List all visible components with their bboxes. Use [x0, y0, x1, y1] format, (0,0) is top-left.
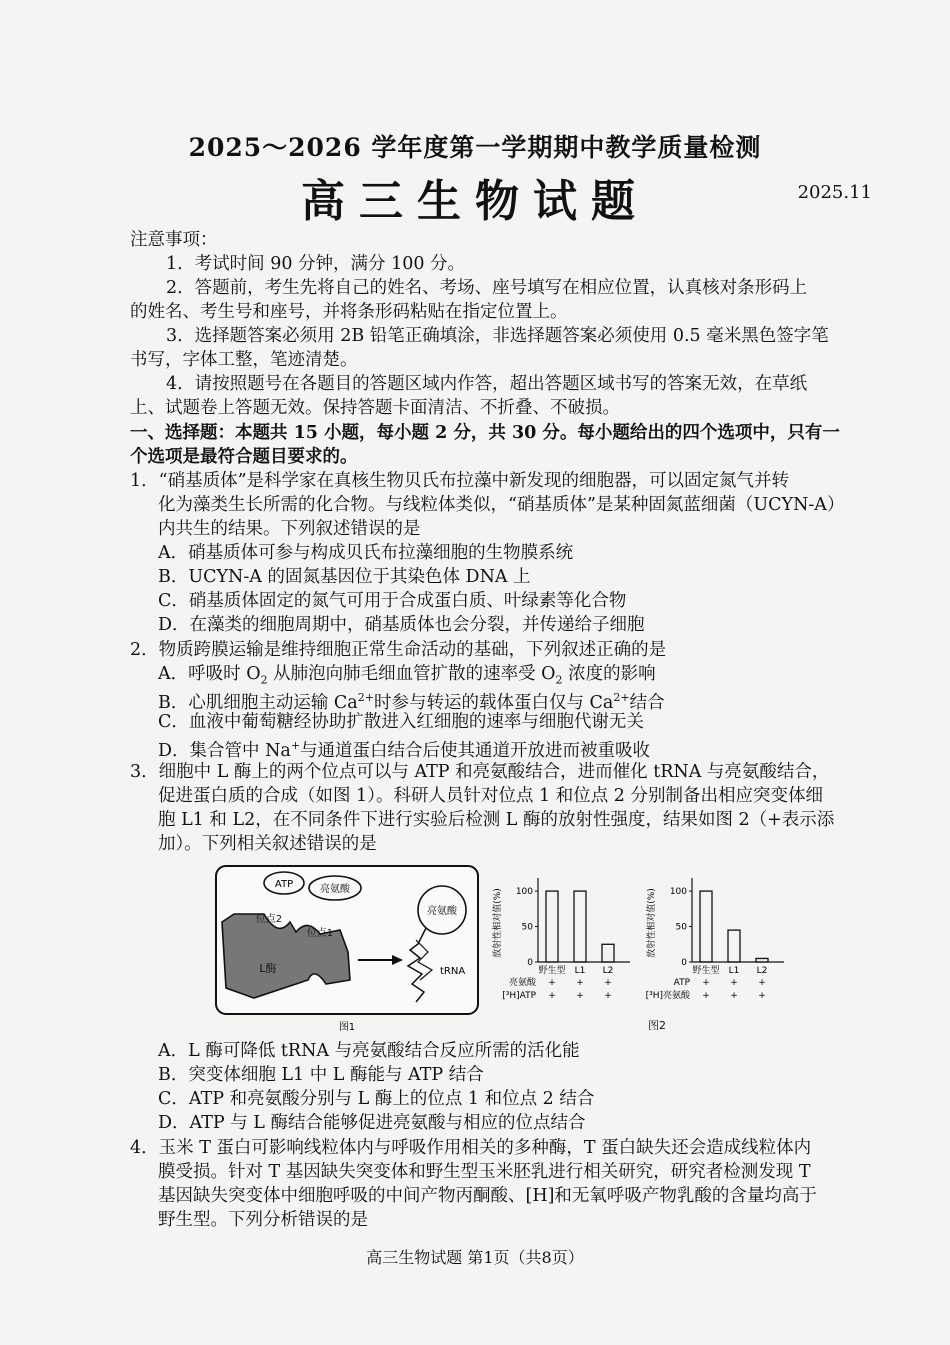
bar-L1: [728, 930, 740, 962]
exam-date: 2025.11: [797, 182, 872, 203]
figure-1-caption: 图1: [338, 1022, 356, 1033]
q3-option-a: A．L 酶可降低 tRNA 与亮氨酸结合反应所需的活化能: [158, 1041, 580, 1061]
category-label: L2: [602, 966, 614, 976]
q3-stem-4: 加）。下列相关叙述错误的是: [158, 834, 377, 854]
row-mark: +: [604, 978, 612, 988]
bar-L1: [574, 891, 586, 962]
row-label: [³H]ATP: [502, 991, 536, 1001]
atp-label: ATP: [274, 879, 294, 890]
row-mark: +: [604, 991, 612, 1001]
exam-subtitle: 高三生物试题: [301, 176, 649, 227]
enzyme-label: L酶: [259, 962, 277, 975]
site2-label: 位点2: [255, 914, 283, 925]
q3-stem-3: 胞 L1 和 L2，在不同条件下进行实验后检测 L 酶的放射性强度，结果如图 2（+表示添: [158, 810, 835, 830]
trna-label: tRNA: [440, 966, 466, 977]
leucine-label: 亮氨酸: [320, 884, 350, 895]
row-mark: +: [730, 991, 738, 1001]
q2-option-b: B．心肌细胞主动运输 $Ca^{2+}$时参与转运的载体蛋白仅与 $Ca^{2+}$结合: [158, 691, 665, 713]
row-mark: +: [758, 978, 766, 988]
note-2a: 2．答题前，考生先将自己的姓名、考场、座号填写在相应位置，认真核对条形码上: [166, 278, 808, 298]
note-1: 1．考试时间 90 分钟，满分 100 分。: [166, 254, 466, 274]
q1-stem-2: 化为藻类生长所需的化合物。与线粒体类似，“硝基质体”是某种固氮蓝细菌（UCYN-A）: [158, 495, 845, 515]
note-2b: 的姓名、考生号和座号，并将条形码粘贴在指定位置上。: [130, 302, 568, 322]
notes-heading: 注意事项：: [130, 230, 218, 250]
q2-option-d: D．集合管中 Na+与通道蛋白结合后使其通道开放进而被重吸收: [158, 739, 651, 761]
q1-stem-3: 内共生的结果。下列叙述错误的是: [158, 519, 421, 539]
y-axis-label: 放射性相对值(%): [647, 888, 657, 958]
category-label: 野生型: [692, 966, 720, 976]
q1-option-d: D．在藻类的细胞周期中，硝基质体也会分裂，并传递给子细胞: [158, 615, 645, 635]
q2-option-a: A．呼吸时 $O_2$ 从肺泡向肺毛细血管扩散的速率受 $O_2$ 浓度的影响: [158, 664, 656, 687]
y-axis-label: 放射性相对值(%): [493, 888, 503, 958]
y-tick-label: 0: [527, 958, 533, 968]
q3-option-d: D．ATP 与 L 酶结合能够促进亮氨酸与相应的位点结合: [158, 1113, 586, 1133]
note-3b: 书写，字体工整，笔迹清楚。: [130, 350, 358, 370]
row-mark: +: [548, 978, 556, 988]
figure-1: [212, 862, 482, 1037]
row-mark: +: [702, 978, 710, 988]
y-tick-label: 50: [675, 922, 687, 933]
category-label: L1: [728, 966, 740, 976]
q2-option-c: C．血液中葡萄糖经协助扩散进入红细胞的速率与细胞代谢无关: [158, 712, 644, 732]
page-footer: 高三生物试题 第1页（共8页）: [366, 1248, 584, 1267]
bar-野生型: [700, 891, 712, 962]
exam-title: 2025～2026 学年度第一学期期中教学质量检测: [188, 133, 762, 162]
figure-2-caption: 图2: [648, 1019, 666, 1032]
figure-2-chart-left: [486, 870, 636, 1010]
y-tick-label: 100: [515, 887, 533, 898]
y-tick-label: 50: [521, 922, 533, 933]
row-mark: +: [730, 978, 738, 988]
q1-option-c: C．硝基质体固定的氮气可用于合成蛋白质、叶绿素等化合物: [158, 591, 627, 611]
row-mark: +: [576, 978, 584, 988]
section-heading-b: 个选项是最符合题目要求的。: [130, 447, 358, 467]
row-label: 亮氨酸: [508, 978, 536, 988]
y-tick-label: 0: [681, 958, 687, 968]
y-tick-label: 100: [669, 887, 687, 898]
category-label: L2: [756, 966, 768, 976]
q1-option-b: B．UCYN-A 的固氮基因位于其染色体 DNA 上: [158, 567, 531, 587]
q3-option-b: B．突变体细胞 L1 中 L 酶能与 ATP 结合: [158, 1065, 484, 1085]
site1-label: 位点1: [306, 928, 334, 939]
row-mark: +: [702, 991, 710, 1001]
bar-L2: [602, 944, 614, 962]
section-heading-a: 一、选择题：本题共 15 小题，每小题 2 分，共 30 分。每小题给出的四个选项中，只有一: [130, 423, 840, 443]
note-4b: 上、试题卷上答题无效。保持答题卡面清洁、不折叠、不破损。: [130, 398, 620, 418]
figure-2-chart-right: [640, 870, 800, 1010]
q3-stem-2: 促进蛋白质的合成（如图 1）。科研人员针对位点 1 和位点 2 分别制备出相应突变体细: [158, 786, 823, 806]
row-mark: +: [548, 991, 556, 1001]
q3-option-c: C．ATP 和亮氨酸分别与 L 酶上的位点 1 和位点 2 结合: [158, 1089, 595, 1109]
row-label: [³H]亮氨酸: [645, 991, 690, 1001]
category-label: 野生型: [538, 966, 566, 976]
q4-stem-3: 基因缺失突变体中细胞呼吸的中间产物丙酮酸、[H]和无氧呼吸产物乳酸的含量均高于: [158, 1186, 817, 1206]
category-label: L1: [574, 966, 586, 976]
row-label: ATP: [673, 978, 690, 988]
bar-L2: [756, 958, 768, 962]
q4-stem-2: 膜受损。针对 T 基因缺失突变体和野生型玉米胚乳进行相关研究，研究者检测发现 T: [158, 1162, 811, 1182]
q4-stem-1: 4．玉米 T 蛋白可影响线粒体内与呼吸作用相关的多种酶，T 蛋白缺失还会造成线粒体内: [130, 1138, 812, 1158]
q3-stem-1: 3．细胞中 L 酶上的两个位点可以与 ATP 和亮氨酸结合，进而催化 tRNA 与亮氨酸结合，: [130, 762, 830, 782]
q4-stem-4: 野生型。下列分析错误的是: [158, 1210, 368, 1230]
note-4a: 4．请按照题号在各题目的答题区域内作答，超出答题区域书写的答案无效，在草纸: [166, 374, 808, 394]
q1-stem-1: 1．“硝基质体”是科学家在真核生物贝氏布拉藻中新发现的细胞器，可以固定氮气并转: [130, 471, 790, 491]
row-mark: +: [576, 991, 584, 1001]
q1-option-a: A．硝基质体可参与构成贝氏布拉藻细胞的生物膜系统: [158, 543, 574, 563]
row-mark: +: [758, 991, 766, 1001]
q2-stem: 2．物质跨膜运输是维持细胞正常生命活动的基础，下列叙述正确的是: [130, 640, 667, 660]
leucine-bound-label: 亮氨酸: [427, 906, 457, 917]
bar-野生型: [546, 891, 558, 962]
note-3a: 3．选择题答案必须用 2B 铅笔正确填涂，非选择题答案必须使用 0.5 毫米黑色签字笔: [166, 326, 829, 346]
